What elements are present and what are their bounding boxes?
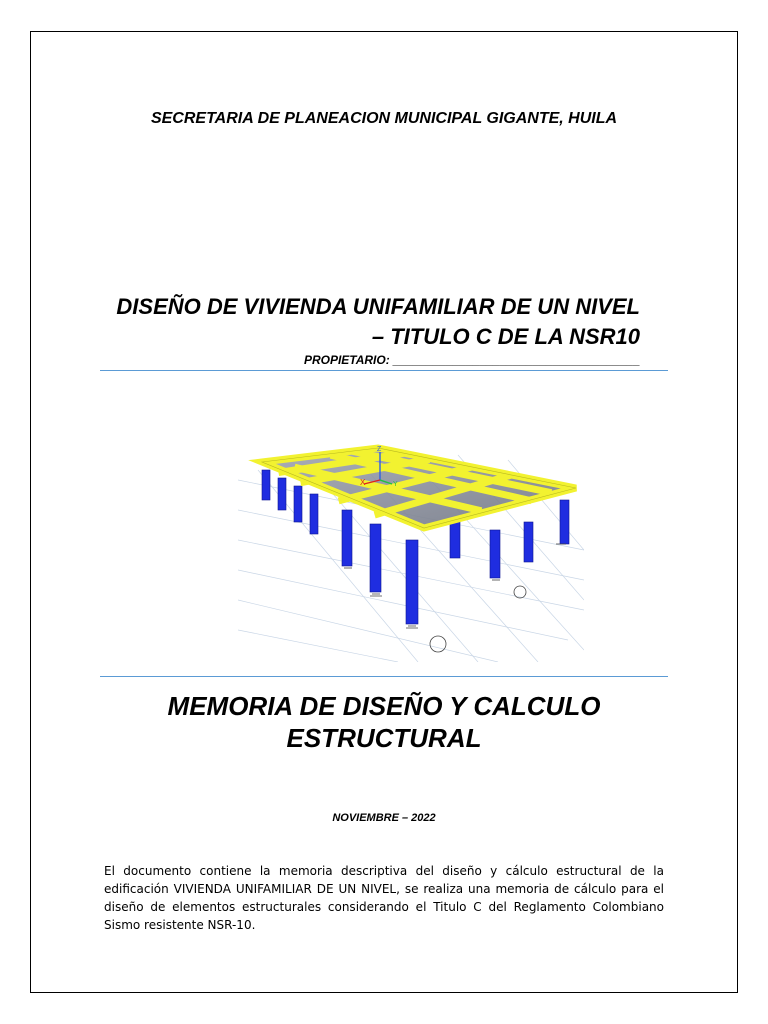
memoria-title-line2: ESTRUCTURAL bbox=[286, 723, 482, 753]
axis-z-label: Z bbox=[377, 446, 382, 453]
owner-value: _____________________________________ bbox=[393, 353, 640, 367]
project-title-line2: – TITULO C DE LA NSR10 bbox=[371, 324, 640, 349]
project-title bbox=[100, 292, 640, 352]
owner-field bbox=[100, 353, 640, 367]
axis-x-label: X bbox=[360, 478, 366, 487]
divider-bottom bbox=[100, 676, 668, 677]
structural-model-figure bbox=[238, 440, 584, 662]
memoria-title bbox=[100, 690, 668, 754]
project-title-line1: DISEÑO DE VIVIENDA UNIFAMILIAR DE UN NIVEL bbox=[116, 294, 640, 319]
owner-label: PROPIETARIO: bbox=[303, 353, 390, 367]
divider-top bbox=[100, 370, 668, 371]
agency-heading: SECRETARIA DE PLANEACION MUNICIPAL GIGANTE, HUILA bbox=[150, 110, 618, 127]
description-paragraph: El documento contiene la memoria descriptiva del diseño y cálculo estructural de la edificación VIVIENDA UNIFAMILIAR DE UN NIVEL, se realiza una memoria de cálculo para el diseño de elementos estructurales considerando el Titulo C del Reglamento Colombiano Sismo resistente NSR-10. bbox=[104, 864, 664, 932]
document-date: NOVIEMBRE – 2022 bbox=[332, 812, 436, 824]
memoria-title-line1: MEMORIA DE DISEÑO Y CALCULO bbox=[167, 691, 601, 721]
axis-y-label: Y bbox=[393, 481, 398, 488]
